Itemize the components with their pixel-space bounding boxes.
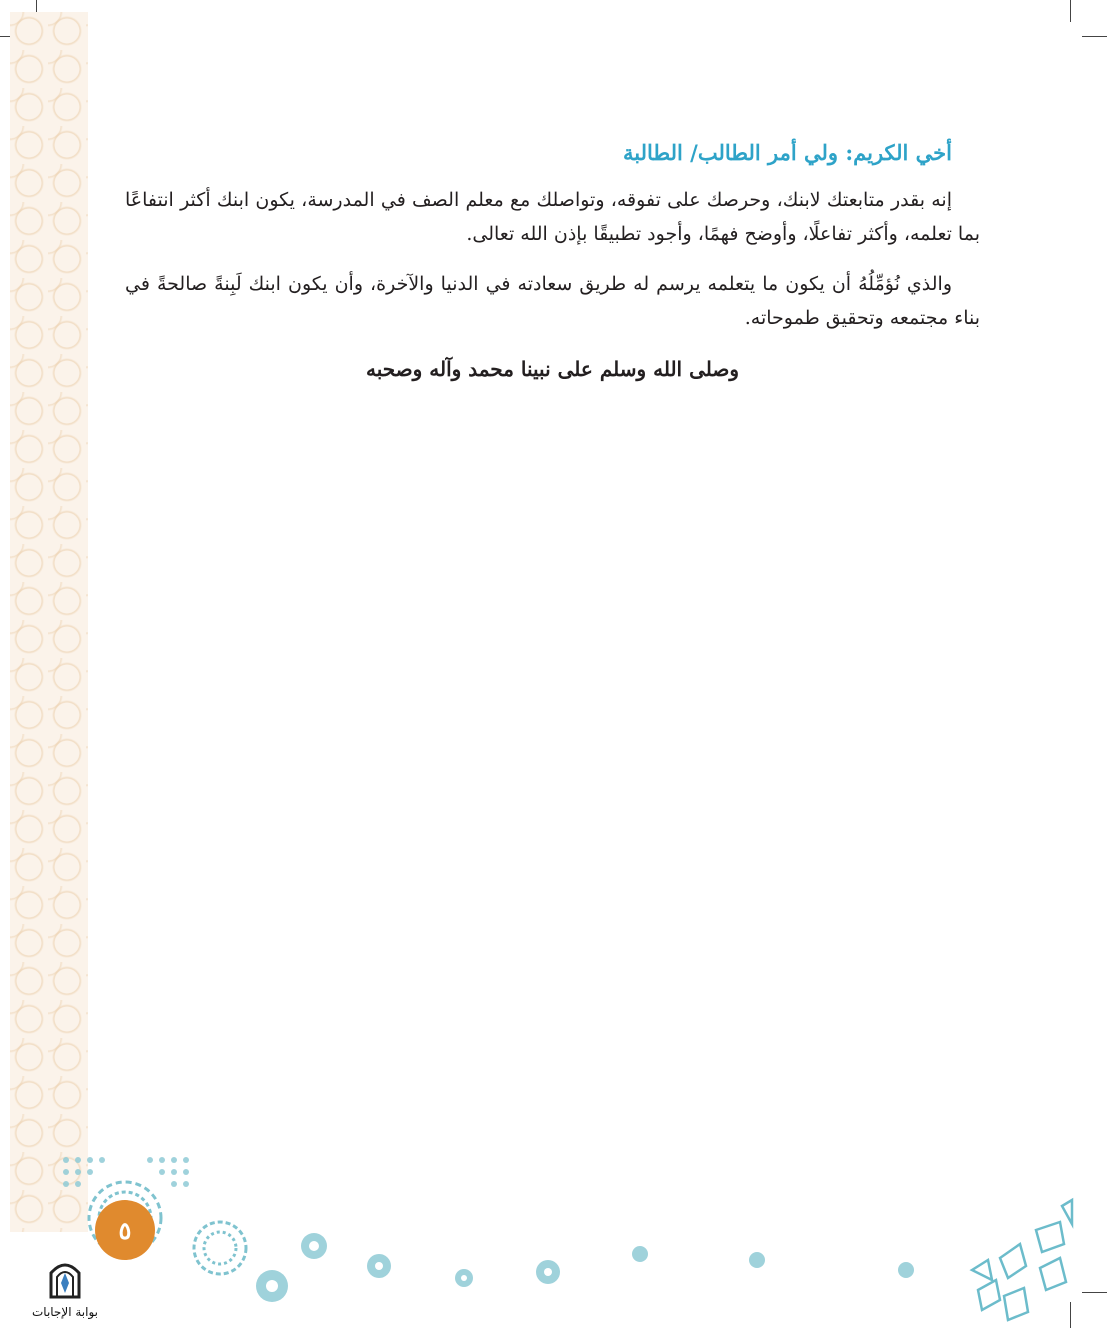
page-title: أخي الكريم: ولي أمر الطالب/ الطالبة bbox=[623, 140, 952, 165]
page-content bbox=[125, 140, 980, 381]
decorative-border bbox=[10, 12, 88, 1232]
brand-label: بوابة الإجابات bbox=[31, 1305, 98, 1319]
footer-ornaments bbox=[0, 1140, 1107, 1328]
brand-logo bbox=[20, 1255, 110, 1325]
paragraph: إنه بقدر متابعتك لابنك، وحرصك على تفوقه، وتواصلك مع معلم الصف في المدرسة، يكون ابنك أكثر انتفاعًا بما تعلمه، وأكثر تفاعلًا، وأوضح فهمًا، وأجود تطبيقًا بإذن الله تعالى. bbox=[125, 189, 980, 245]
page-number-badge: ٥ bbox=[95, 1200, 155, 1260]
paragraph: والذي نُؤمِّلُهُ أن يكون ما يتعلمه يرسم له طريق سعادته في الدنيا والآخرة، وأن يكون ابنك لَبِنةً صالحةً في بناء مجتمعه وتحقيق طموحاته. bbox=[125, 273, 980, 329]
closing-line: وصلى الله وسلم على نبينا محمد وآله وصحبه bbox=[365, 357, 740, 381]
crop-mark bbox=[1082, 36, 1107, 37]
pen-logo-icon bbox=[45, 1255, 85, 1299]
crop-mark bbox=[1070, 0, 1071, 22]
